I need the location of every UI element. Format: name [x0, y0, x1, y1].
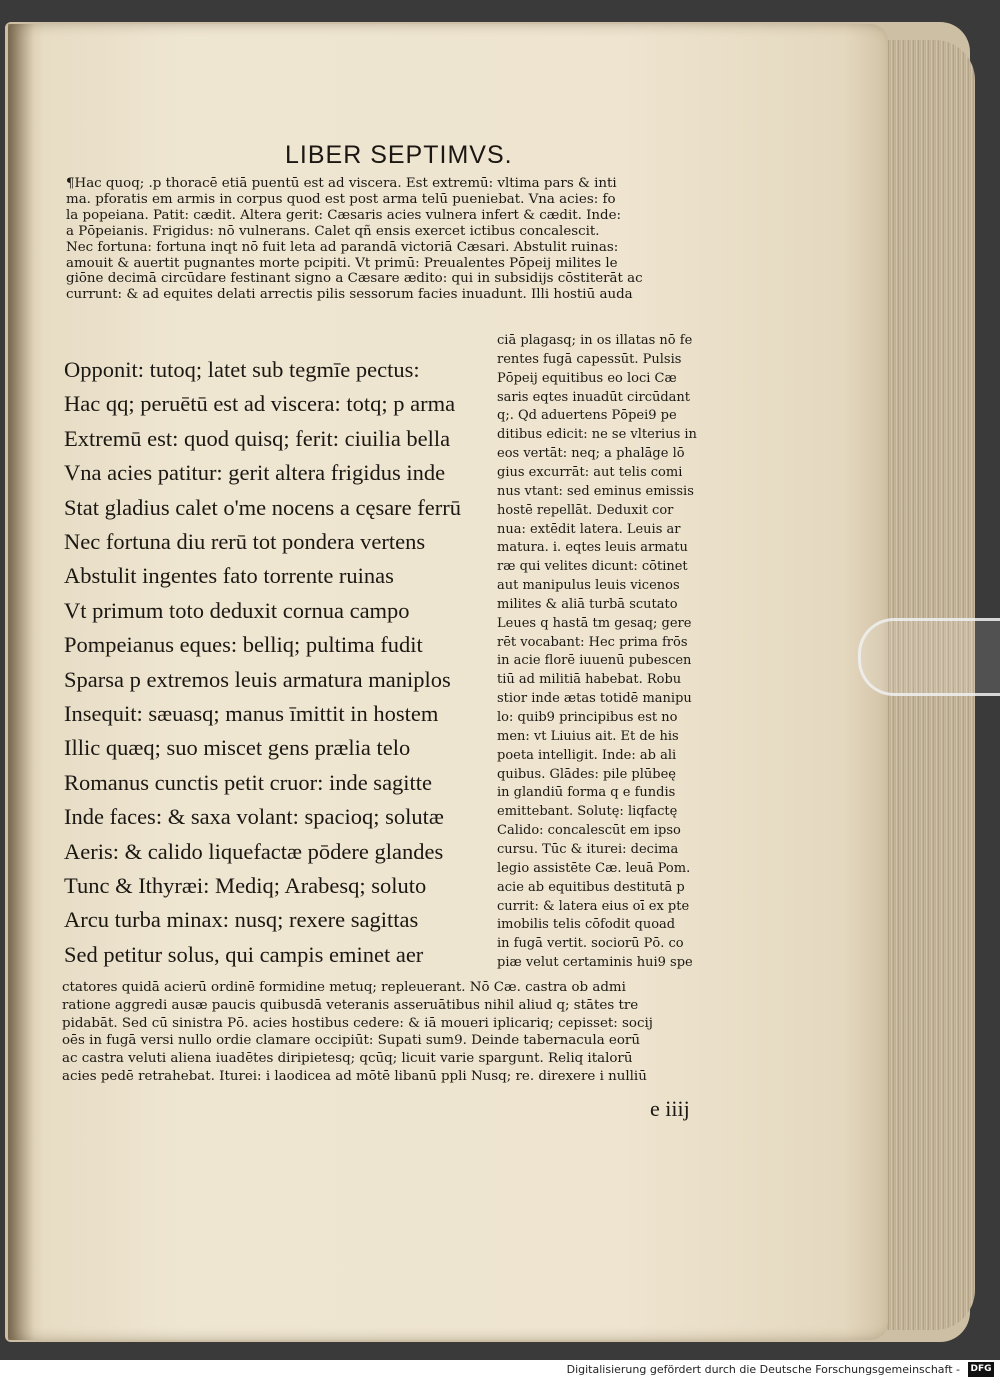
commentary-line: men: vt Liuius ait. Et de his [497, 728, 679, 744]
verse-line: Nec fortuna diu rerū tot pondera vertens [64, 529, 426, 554]
commentary-line: nua: extēdit latera. Leuis ar [497, 521, 681, 537]
commentary-line: Leues q hastā tm gesaq; gere [497, 615, 692, 631]
page-clip [858, 618, 1000, 696]
commentary-line: hostē repellāt. Deduxit cor [497, 502, 674, 518]
commentary-line: matura. i. eqtes leuis armatu [497, 540, 688, 556]
commentary-line: gius excurrāt: aut telis comi [497, 464, 683, 480]
commentary-line: quibus. Glādes: pile plūbeę [497, 766, 676, 782]
commentary-line: ditibus edicit: ne se vlterius in [497, 427, 697, 443]
commentary-line: amouit & auertit pugnantes morte pcipiti. Vt primū: Preualentes Pōpeij milites le [66, 255, 618, 271]
verse-line: Tunc & Ithyræi: Mediq; Arabesq; soluto [64, 873, 427, 898]
verse-line: Aeris: & calido liquefactæ pōdere glandes [64, 838, 444, 864]
commentary-line: aut manipulus leuis vicenos [497, 578, 680, 594]
commentary-line: a Pōpeianis. Frigidus: nō vulnerans. Calet qñ ensis exercet ictibus concalescit. [66, 223, 600, 239]
verse-line: Arcu turba minax: nusq; rexere sagittas [64, 907, 419, 933]
dfg-logo-icon: DFG [968, 1362, 994, 1377]
commentary-line: pidabāt. Sed cū sinistra Pō. acies hostibus cedere: & iā moueri iplicariq; cepisset: socij [62, 1015, 653, 1031]
verse-line: Stat gladius calet o'me nocens a cęsare ferrū [64, 494, 462, 520]
gutter-shadow [8, 24, 34, 1340]
commentary-line: la popeiana. Patit: cædit. Altera gerit: Cæsaris acies vulnera infert & cædit. Inde: [66, 207, 622, 223]
commentary-line: ma. pforatis em armis in corpus quod est post arma telū pueniebat. Vna acies: fo [66, 191, 616, 207]
commentary-line: currit: & latera eius oī ex pte [497, 898, 690, 914]
commentary-line: ac castra veluti aliena iuadētes diripietesq; qcūq; licuit varie spargunt. Reliq italorū [62, 1051, 633, 1067]
commentary-line: milites & aliā turbā scutato [497, 596, 678, 612]
commentary-line: saris eqtes inuadūt circūdant [497, 389, 691, 405]
verse-line: Sparsa p extremos leuis armatura maniplos [64, 666, 451, 692]
page-heading: LIBER SEPTIMVS. [285, 141, 513, 169]
commentary-line: Pōpeij equitibus eo loci Cæ [497, 370, 677, 386]
verse-line: Pompeianus eques: belliq; pultima fudit [64, 632, 423, 658]
commentary-line: Calido: concalescūt em ipso [497, 823, 681, 839]
commentary-line: in glandiū forma q e fundis [497, 785, 676, 801]
commentary-line: stior inde ætas totidē manipu [497, 691, 692, 707]
commentary-line: acie ab equitibus destitutā p [497, 879, 685, 895]
commentary-line: acies pedē retrahebat. Iturei: i laodicea ad mōtē libanū ppli Nusq; re. direxere i nulliū [62, 1069, 647, 1084]
verse-line: Inde faces: & saxa volant: spacioq; solutæ [64, 804, 444, 830]
commentary-line: imobilis telis cōfodit quoad [497, 917, 676, 933]
commentary-line: ctatores quidā acierū ordinē formidine metuq; repleuerant. Nō Cæ. castra ob admi [62, 980, 626, 995]
verse-line: Romanus cunctis petit cruor: inde sagitte [64, 769, 433, 795]
commentary-line: lo: quib9 principibus est no [497, 710, 678, 725]
commentary-line: ¶Hac quoq; .p thoracē etiā puentū est ad viscera. Est extremū: vltima pars & inti [66, 176, 617, 191]
commentary-line: emittebant. Solutę: liqfactę [497, 804, 678, 820]
commentary-line: in acie florē iuuenū pubescen [497, 653, 692, 669]
verse-line: Extremū est: quod quisq; ferit: ciuilia bella [64, 425, 451, 451]
signature-mark: e iiij [650, 1096, 690, 1121]
footer-credit: Digitalisierung gefördert durch die Deutsche Forschungsgemeinschaft - [566, 1363, 960, 1376]
commentary-line: currunt: & ad equites delati arrectis pilis sessorum facies inuadunt. Illi hostiū auda [66, 287, 633, 303]
verse-line: Illic quæq; suo miscet gens prælia telo [64, 735, 411, 761]
commentary-line: ciā plagasq; in os illatas nō fe [497, 333, 693, 348]
footer-bar [0, 1360, 1000, 1381]
commentary-line: oēs in fugā versi nullo ordie clamare occipiūt: Supati sum9. Deinde tabernacula eorū [62, 1033, 640, 1049]
verse-line: Sed petitur solus, qui campis eminet aer [64, 941, 424, 967]
commentary-line: poeta intelligit. Inde: ab ali [497, 747, 677, 763]
verse-line: Insequit: sæuasq; manus īmittit in hostem [64, 701, 439, 726]
commentary-line: giōne decimā circūdare festinant signo a Cæsare ædito: qui in subsidijs cōstiterāt ac [66, 271, 643, 287]
commentary-line: piæ velut certaminis hui9 spe [497, 955, 693, 971]
verse-line: Vna acies patitur: gerit altera frigidus inde [64, 460, 446, 486]
verse-line: Abstulit ingentes fato torrente ruinas [64, 563, 394, 589]
commentary-line: ratione aggredi ausæ paucis quibusdā veteranis asseruātibus nihil aliud q; stātes tre [62, 997, 639, 1013]
commentary-line: eos vertāt: neq; a phalāge lō [497, 446, 685, 462]
verse-line: Opponit: tutoq; latet sub tegmīe pectus: [64, 357, 420, 382]
commentary-line: tiū ad militiā habebat. Robu [497, 672, 682, 688]
verse-line: Vt primum toto deduxit cornua campo [64, 597, 410, 623]
commentary-line: cursu. Tūc & iturei: decima [497, 841, 679, 857]
commentary-line: in fugā vertit. sociorū Pō. co [497, 936, 684, 952]
verse-line: Hac qq; peruētū est ad viscera: totq; p arma [64, 391, 456, 417]
commentary-line: rentes fugā capessūt. Pulsis [497, 351, 682, 367]
commentary-line: legio assistēte Cæ. leuā Pom. [497, 860, 691, 876]
commentary-line: Nec fortuna: fortuna inqt nō fuit leta ad parandā victoriā Cæsari. Abstulit ruinas: [66, 239, 619, 255]
commentary-line: q;. Qd aduertens Pōpei9 pe [497, 408, 677, 424]
commentary-line: nus vtant: sed eminus emissis [497, 483, 694, 499]
commentary-line: rēt vocabant: Hec prima frōs [497, 634, 688, 650]
commentary-line: ræ qui velites dicunt: cōtinet [497, 559, 688, 575]
